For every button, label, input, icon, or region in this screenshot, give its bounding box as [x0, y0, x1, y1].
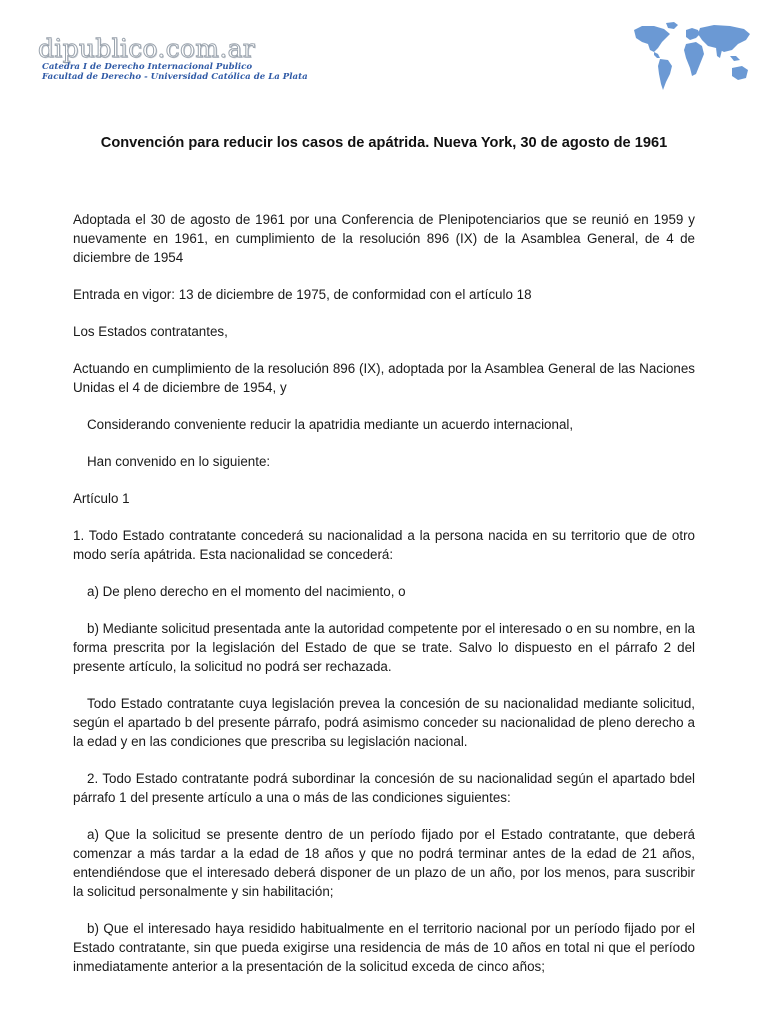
paragraph-considering: Considerando conveniente reducir la apatridia mediante un acuerdo internacional,: [87, 417, 574, 432]
paragraph-adoption: Adoptada el 30 de agosto de 1961 por una Conferencia de Plenipotenciarios que se reunió en 1959 y nuevamente en 1961, en cumplimiento de la resolución 896 (IX) de la Asamblea General, de 4 de diciembre de 1954: [73, 212, 695, 265]
paragraph-article1-2a: a) Que la solicitud se presente dentro de un período fijado por el Estado contratante, que deberá comenzar a más tardar a la edad de 18 años y que no podrá terminar antes de la edad de 21 años, entendiéndose que el interesado deberá disponer de un plazo de un año, por los menos, para suscribir la solicitud personalmente y sin habilitación;: [73, 827, 695, 899]
logo-title: dipublico.com.ar: [38, 34, 256, 63]
paragraph-article1-2b: b) Que el interesado haya residido habitualmente en el territorio nacional por un período fijado por el Estado contratante, sin que pueda exigirse una residencia de más de 10 años en total ni que el período inmediatamente anterior a la presentación de la solicitud exceda de cinco años;: [73, 921, 695, 974]
article-heading: Artículo 1: [73, 491, 130, 506]
paragraph-entry-into-force: Entrada en vigor: 13 de diciembre de 1975, de conformidad con el artículo 18: [73, 287, 532, 302]
page-header: [0, 0, 768, 100]
document-title: Convención para reducir los casos de apátrida. Nueva York, 30 de agosto de 1961: [100, 135, 668, 151]
paragraph-article1-1a: a) De pleno derecho en el momento del nacimiento, o: [87, 584, 406, 599]
paragraph-contracting-states: Los Estados contratantes,: [73, 324, 228, 339]
world-map-icon: [628, 20, 758, 94]
document-body: [73, 210, 695, 994]
paragraph-article1-2: 2. Todo Estado contratante podrá subordinar la concesión de su nacionalidad según el apartado bdel párrafo 1 del presente artículo a una o más de las condiciones siguientes:: [73, 771, 695, 805]
paragraph-agreed: Han convenido en lo siguiente:: [87, 454, 271, 469]
paragraph-article1-1b: b) Mediante solicitud presentada ante la autoridad competente por el interesado o en su nombre, en la forma prescrita por la legislación del Estado de que se trate. Salvo lo dispuesto en el párrafo 2 del presente artículo, la solicitud no podrá ser rechazada.: [73, 621, 695, 674]
logo-subtitle-line2: Facultad de Derecho - Universidad Católica de La Plata: [42, 72, 308, 82]
paragraph-article1-1: 1. Todo Estado contratante concederá su nacionalidad a la persona nacida en su territorio que de otro modo sería apátrida. Esta nacionalidad se concederá:: [73, 528, 695, 562]
site-logo[interactable]: [38, 36, 308, 82]
logo-subtitle-line1: Catedra I de Derecho Internacional Publico: [42, 62, 253, 72]
paragraph-acting: Actuando en cumplimiento de la resolución 896 (IX), adoptada por la Asamblea General de las Naciones Unidas el 4 de diciembre de 1954, y: [73, 361, 695, 395]
paragraph-article1-application: Todo Estado contratante cuya legislación prevea la concesión de su nacionalidad mediante solicitud, según el apartado b del presente párrafo, podrá asimismo conceder su nacionalidad de pleno derecho a la edad y en las condiciones que prescriba su legislación nacional.: [73, 696, 695, 749]
